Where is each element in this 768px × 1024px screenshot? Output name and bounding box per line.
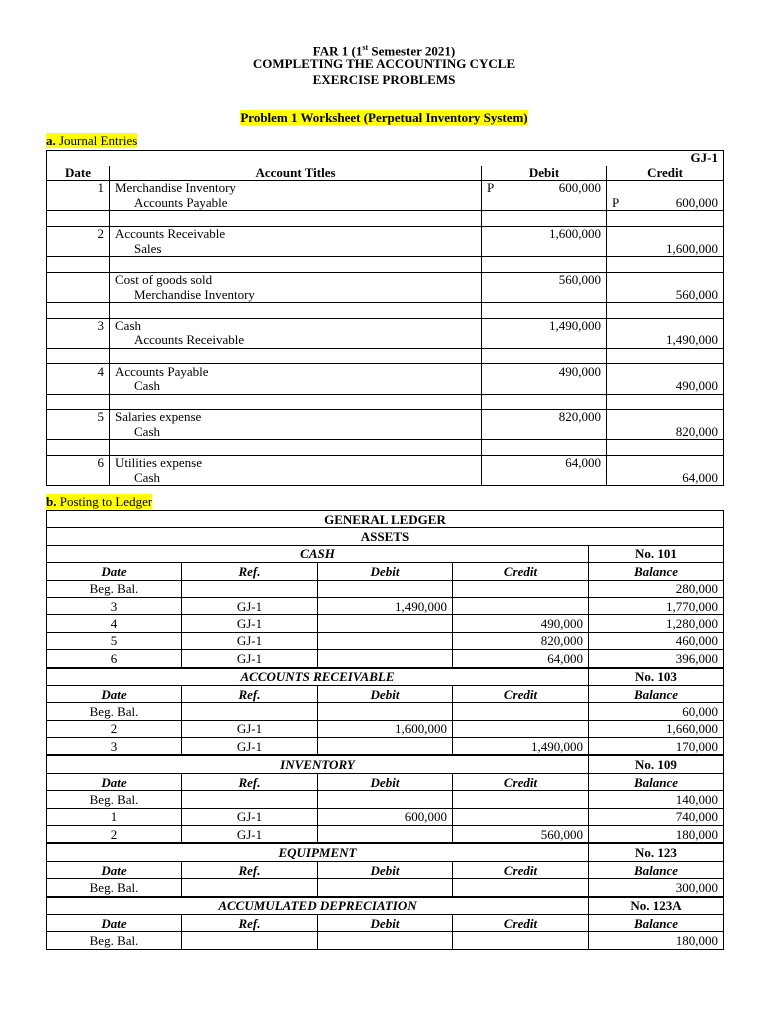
journal-blank-cell xyxy=(47,440,110,456)
journal-blank-cell xyxy=(47,211,110,227)
ledger-header-date: Date xyxy=(47,563,182,580)
journal-blank-cell xyxy=(607,348,724,364)
journal-debit xyxy=(482,181,607,196)
ledger-subtitle-row xyxy=(47,528,724,545)
journal-account-title: Cash xyxy=(110,470,482,485)
journal-credit xyxy=(607,455,724,470)
journal-blank-cell xyxy=(607,211,724,227)
journal-header-row xyxy=(47,166,724,181)
ledger-credit: 64,000 xyxy=(453,650,589,668)
journal-row xyxy=(47,272,724,287)
journal-credit xyxy=(607,181,724,196)
ledger-debit xyxy=(318,615,453,632)
ledger-debit: 1,490,000 xyxy=(318,597,453,614)
ledger-header-balance: Balance xyxy=(589,914,724,931)
journal-date xyxy=(47,242,110,257)
journal-date xyxy=(47,333,110,348)
journal-ref-row xyxy=(47,151,724,166)
doc-title-line2: COMPLETING THE ACCOUNTING CYCLE xyxy=(252,56,516,71)
ledger-header-credit: Credit xyxy=(453,861,589,878)
ledger-ref: GJ-1 xyxy=(182,738,318,756)
journal-debit xyxy=(482,425,607,440)
ledger-header-ref: Ref. xyxy=(182,861,318,878)
journal-blank-cell xyxy=(110,302,482,318)
journal-blank-cell xyxy=(110,440,482,456)
ledger-balance: 170,000 xyxy=(589,738,724,756)
doc-title-line3: EXERCISE PROBLEMS xyxy=(312,72,456,87)
journal-blank-cell xyxy=(607,440,724,456)
ledger-ref: GJ-1 xyxy=(182,650,318,668)
journal-row xyxy=(47,379,724,394)
ledger-balance: 180,000 xyxy=(589,826,724,844)
journal-blank-cell xyxy=(482,257,607,273)
journal-blank-cell xyxy=(110,348,482,364)
journal-credit: 560,000 xyxy=(607,287,724,302)
account-header-row xyxy=(47,914,724,931)
journal-account-title: Utilities expense xyxy=(110,455,482,470)
journal-blank-cell xyxy=(110,257,482,273)
journal-blank-cell xyxy=(482,302,607,318)
journal-date xyxy=(47,425,110,440)
journal-credit xyxy=(607,318,724,333)
ledger-header-debit: Debit xyxy=(318,685,453,702)
ledger-row xyxy=(47,597,724,614)
journal-row xyxy=(47,257,724,273)
ledger-balance: 140,000 xyxy=(589,791,724,808)
account-number: No. 109 xyxy=(589,755,724,773)
ledger-row xyxy=(47,738,724,756)
ledger-credit xyxy=(453,791,589,808)
journal-row xyxy=(47,302,724,318)
ledger-header-balance: Balance xyxy=(589,773,724,790)
ledger-debit: 1,600,000 xyxy=(318,720,453,737)
journal-row xyxy=(47,455,724,470)
ledger-header-balance: Balance xyxy=(589,861,724,878)
ledger-date: 2 xyxy=(47,720,182,737)
journal-date xyxy=(47,272,110,287)
journal-credit: 820,000 xyxy=(607,425,724,440)
ledger-header-credit: Credit xyxy=(453,773,589,790)
ledger-ref xyxy=(182,932,318,949)
ledger-row xyxy=(47,615,724,632)
ledger-header-ref: Ref. xyxy=(182,773,318,790)
ledger-header-credit: Credit xyxy=(453,914,589,931)
ledger-debit xyxy=(318,738,453,756)
journal-blank-cell xyxy=(110,394,482,410)
journal-date: 5 xyxy=(47,410,110,425)
journal-account-title: Salaries expense xyxy=(110,410,482,425)
ledger-header-credit: Credit xyxy=(453,563,589,580)
journal-blank-cell xyxy=(47,348,110,364)
journal-account-title: Cash xyxy=(110,379,482,394)
journal-row xyxy=(47,333,724,348)
ledger-date: Beg. Bal. xyxy=(47,791,182,808)
ledger-credit xyxy=(453,720,589,737)
ledger-credit: 820,000 xyxy=(453,632,589,649)
ledger-date: Beg. Bal. xyxy=(47,703,182,720)
journal-debit: 820,000 xyxy=(482,410,607,425)
ledger-credit xyxy=(453,703,589,720)
section-a-heading: a. Journal Entries xyxy=(46,133,138,148)
ledger-header-balance: Balance xyxy=(589,563,724,580)
ledger-ref: GJ-1 xyxy=(182,632,318,649)
ledger-debit: 600,000 xyxy=(318,808,453,825)
ledger-date: 3 xyxy=(47,597,182,614)
ledger-ref xyxy=(182,703,318,720)
journal-credit: 64,000 xyxy=(607,470,724,485)
journal-credit xyxy=(607,226,724,241)
journal-credit xyxy=(607,410,724,425)
ledger-ref: GJ-1 xyxy=(182,720,318,737)
journal-blank-cell xyxy=(47,257,110,273)
journal-row xyxy=(47,226,724,241)
ref-spacer xyxy=(47,151,607,166)
ledger-row xyxy=(47,703,724,720)
doc-title-line1: FAR 1 (1st Semester 2021) xyxy=(312,43,456,59)
journal-debit xyxy=(482,379,607,394)
journal-blank-cell xyxy=(482,211,607,227)
journal-debit xyxy=(482,196,607,211)
ledger-debit xyxy=(318,703,453,720)
account-name: INVENTORY xyxy=(47,755,589,773)
account-name-row xyxy=(47,545,724,562)
journal-blank-cell xyxy=(482,440,607,456)
journal-blank-cell xyxy=(607,394,724,410)
journal-header-credit: Credit xyxy=(607,166,724,181)
journal-debit: 1,600,000 xyxy=(482,226,607,241)
journal-debit xyxy=(482,333,607,348)
ledger-header-balance: Balance xyxy=(589,685,724,702)
journal-ref: GJ-1 xyxy=(607,151,724,166)
section-b-heading: b. Posting to Ledger xyxy=(46,494,153,509)
journal-credit: 1,490,000 xyxy=(607,333,724,348)
journal-account-title: Sales xyxy=(110,242,482,257)
journal-credit xyxy=(607,196,724,211)
ledger-header-debit: Debit xyxy=(318,861,453,878)
ledger-row xyxy=(47,580,724,597)
journal-row xyxy=(47,196,724,211)
ledger-date: 2 xyxy=(47,826,182,844)
ledger-debit xyxy=(318,826,453,844)
journal-account-title: Accounts Receivable xyxy=(110,226,482,241)
journal-header-date: Date xyxy=(47,166,110,181)
journal-date: 3 xyxy=(47,318,110,333)
ledger-header-date: Date xyxy=(47,861,182,878)
account-name-row xyxy=(47,755,724,773)
ledger-credit: 1,490,000 xyxy=(453,738,589,756)
account-header-row xyxy=(47,563,724,580)
ledger-credit xyxy=(453,597,589,614)
ledger-balance: 1,770,000 xyxy=(589,597,724,614)
account-name: ACCUMULATED DEPRECIATION xyxy=(47,897,589,915)
ledger-row xyxy=(47,632,724,649)
journal-account-title: Merchandise Inventory xyxy=(110,181,482,196)
ledger-subtitle: ASSETS xyxy=(47,528,724,545)
account-name-row xyxy=(47,843,724,861)
ledger-balance: 180,000 xyxy=(589,932,724,949)
account-name-row xyxy=(47,668,724,686)
ledger-ref: GJ-1 xyxy=(182,597,318,614)
journal-date xyxy=(47,379,110,394)
ledger-ref: GJ-1 xyxy=(182,615,318,632)
ledger-balance: 1,280,000 xyxy=(589,615,724,632)
account-name-row xyxy=(47,897,724,915)
ledger-date: 5 xyxy=(47,632,182,649)
journal-blank-cell xyxy=(607,302,724,318)
ledger-date: Beg. Bal. xyxy=(47,879,182,897)
ledger-ref xyxy=(182,580,318,597)
journal-date: 4 xyxy=(47,364,110,379)
ledger-debit xyxy=(318,791,453,808)
ledger-header-date: Date xyxy=(47,773,182,790)
journal-date: 2 xyxy=(47,226,110,241)
journal-debit xyxy=(482,287,607,302)
ledger-row xyxy=(47,808,724,825)
account-number: No. 101 xyxy=(589,545,724,562)
ledger-row xyxy=(47,650,724,668)
journal-row xyxy=(47,394,724,410)
ledger-header-credit: Credit xyxy=(453,685,589,702)
account-number: No. 123A xyxy=(589,897,724,915)
ledger-header-ref: Ref. xyxy=(182,563,318,580)
ledger-ref xyxy=(182,791,318,808)
journal-blank-cell xyxy=(47,302,110,318)
ledger-date: Beg. Bal. xyxy=(47,932,182,949)
ledger-header-ref: Ref. xyxy=(182,914,318,931)
ledger-header-date: Date xyxy=(47,914,182,931)
ledger-debit xyxy=(318,632,453,649)
currency-symbol: P xyxy=(612,195,620,211)
journal-date: 1 xyxy=(47,181,110,196)
account-number: No. 123 xyxy=(589,843,724,861)
account-header-row xyxy=(47,861,724,878)
journal-debit: 64,000 xyxy=(482,455,607,470)
journal-blank-cell xyxy=(607,257,724,273)
journal-blank-cell xyxy=(47,394,110,410)
journal-account-title: Cash xyxy=(110,425,482,440)
account-name: CASH xyxy=(47,545,589,562)
journal-date xyxy=(47,196,110,211)
ledger-header-debit: Debit xyxy=(318,563,453,580)
journal-row xyxy=(47,364,724,379)
journal-blank-cell xyxy=(482,394,607,410)
problem-title: Problem 1 Worksheet (Perpetual Inventory System) xyxy=(240,110,528,125)
journal-debit xyxy=(482,470,607,485)
account-name: EQUIPMENT xyxy=(47,843,589,861)
account-header-row xyxy=(47,685,724,702)
ledger-debit xyxy=(318,879,453,897)
journal-row xyxy=(47,181,724,196)
ledger-ref: GJ-1 xyxy=(182,826,318,844)
journal-account-title: Accounts Receivable xyxy=(110,333,482,348)
journal-account-title: Merchandise Inventory xyxy=(110,287,482,302)
ledger-balance: 280,000 xyxy=(589,580,724,597)
ledger-balance: 740,000 xyxy=(589,808,724,825)
ledger-balance: 1,660,000 xyxy=(589,720,724,737)
ledger-date: 3 xyxy=(47,738,182,756)
ledger-credit: 490,000 xyxy=(453,615,589,632)
ledger-balance: 396,000 xyxy=(589,650,724,668)
ledger-credit: 560,000 xyxy=(453,826,589,844)
journal-row xyxy=(47,318,724,333)
ledger-header-debit: Debit xyxy=(318,914,453,931)
account-name: ACCOUNTS RECEIVABLE xyxy=(47,668,589,686)
journal-debit: 560,000 xyxy=(482,272,607,287)
ledger-row xyxy=(47,826,724,844)
ledger-credit xyxy=(453,879,589,897)
amount-value: 600,000 xyxy=(558,180,601,196)
journal-date xyxy=(47,470,110,485)
ledger-balance: 60,000 xyxy=(589,703,724,720)
journal-credit: 490,000 xyxy=(607,379,724,394)
journal-row xyxy=(47,348,724,364)
journal-table xyxy=(46,150,724,486)
journal-header-titles: Account Titles xyxy=(110,166,482,181)
ledger-credit xyxy=(453,808,589,825)
journal-credit xyxy=(607,364,724,379)
ledger-header-ref: Ref. xyxy=(182,685,318,702)
ledger-title-row xyxy=(47,511,724,528)
account-header-row xyxy=(47,773,724,790)
journal-row xyxy=(47,425,724,440)
amount-value: 600,000 xyxy=(675,195,718,211)
ledger-balance: 300,000 xyxy=(589,879,724,897)
ledger-date: 4 xyxy=(47,615,182,632)
account-number: No. 103 xyxy=(589,668,724,686)
currency-symbol: P xyxy=(487,180,495,196)
ledger-date: 6 xyxy=(47,650,182,668)
journal-account-title: Accounts Payable xyxy=(110,196,482,211)
journal-blank-cell xyxy=(482,348,607,364)
ledger-credit xyxy=(453,580,589,597)
ledger-credit xyxy=(453,932,589,949)
journal-header-debit: Debit xyxy=(482,166,607,181)
ledger-row xyxy=(47,879,724,897)
ledger-header-date: Date xyxy=(47,685,182,702)
ledger-row xyxy=(47,791,724,808)
ledger-debit xyxy=(318,580,453,597)
journal-row xyxy=(47,440,724,456)
ledger-title: GENERAL LEDGER xyxy=(47,511,724,528)
ledger-row xyxy=(47,720,724,737)
journal-debit: 1,490,000 xyxy=(482,318,607,333)
journal-row xyxy=(47,470,724,485)
journal-row xyxy=(47,287,724,302)
journal-row xyxy=(47,410,724,425)
ledger-date: 1 xyxy=(47,808,182,825)
journal-row xyxy=(47,242,724,257)
general-ledger-table xyxy=(46,510,724,950)
journal-debit: 490,000 xyxy=(482,364,607,379)
journal-account-title: Cash xyxy=(110,318,482,333)
ledger-ref xyxy=(182,879,318,897)
ledger-row xyxy=(47,932,724,949)
journal-date xyxy=(47,287,110,302)
ledger-header-debit: Debit xyxy=(318,773,453,790)
journal-row xyxy=(47,211,724,227)
journal-date: 6 xyxy=(47,455,110,470)
ledger-debit xyxy=(318,650,453,668)
ledger-date: Beg. Bal. xyxy=(47,580,182,597)
journal-account-title: Cost of goods sold xyxy=(110,272,482,287)
journal-blank-cell xyxy=(110,211,482,227)
journal-credit: 1,600,000 xyxy=(607,242,724,257)
ledger-ref: GJ-1 xyxy=(182,808,318,825)
journal-credit xyxy=(607,272,724,287)
journal-debit xyxy=(482,242,607,257)
ledger-debit xyxy=(318,932,453,949)
journal-account-title: Accounts Payable xyxy=(110,364,482,379)
ledger-balance: 460,000 xyxy=(589,632,724,649)
